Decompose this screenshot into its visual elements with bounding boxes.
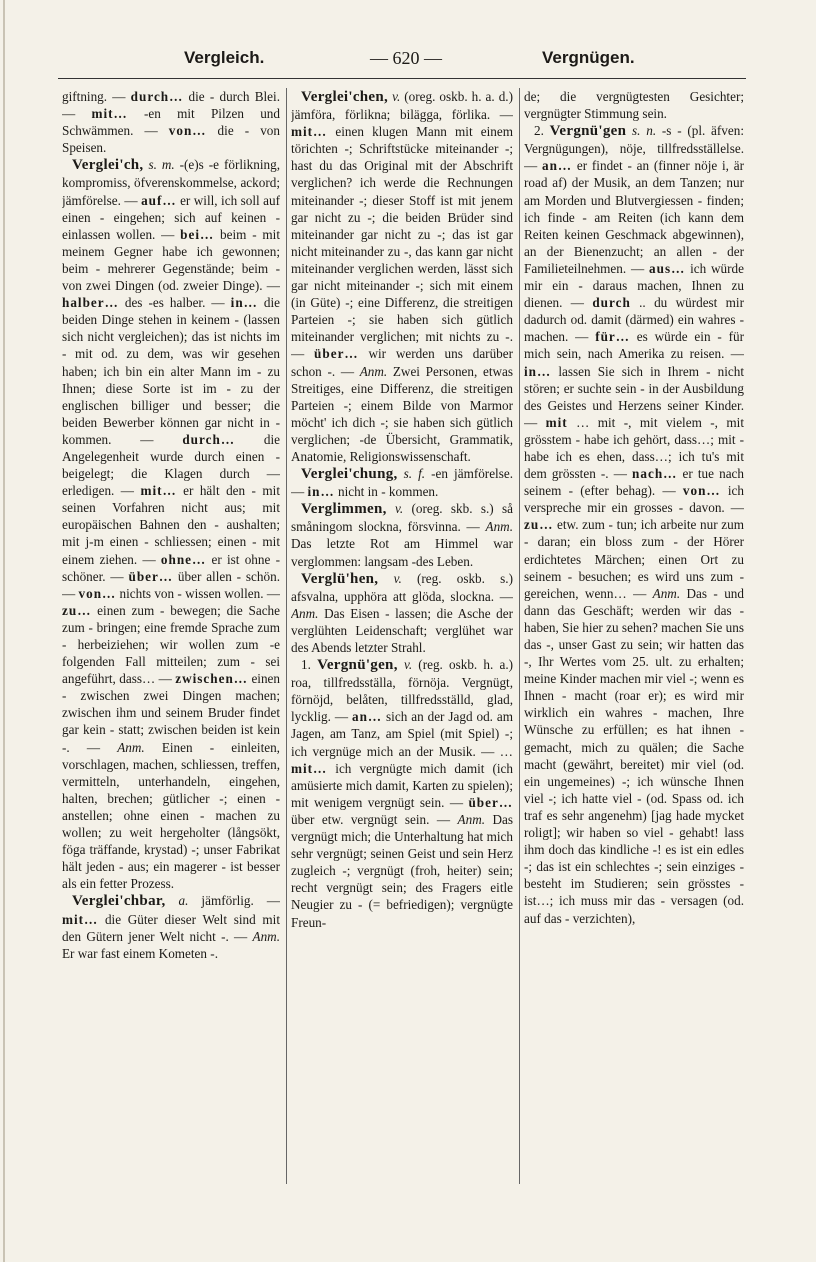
entry-text: Das vergnügt mich; die Unterhaltung hat mich sehr vergnügt; seinen Geist und sein Herz zugleich -; vergnügt (froh, heiter) sein; recht vergnügt sein; des Fragers eitle Neugier zu - (= befriedigen); vergnügte Freun- — [291, 811, 513, 930]
column-2 — [291, 88, 513, 1194]
entry-text: de; die vergnügtesten Gesichter; vergnügter Stimmung sein. — [524, 89, 744, 122]
keyword: in… — [524, 363, 552, 379]
keyword: mit… — [62, 911, 99, 927]
entry-text: -(e)s -e förlikning, kompromiss, öfverenskommelse, ackord; jämförelse. — — [62, 157, 280, 208]
keyword: über… — [314, 346, 359, 362]
headword: Vergnü'gen, — [317, 657, 398, 674]
keyword: mit… — [140, 483, 177, 499]
keyword: in… — [307, 484, 335, 500]
entry-text: (oreg. skb. s.) så småningom slockna, försvinna. — — [291, 501, 513, 535]
headword: Verglimmen, — [301, 501, 387, 518]
entry-text: beim - mit meinem Gegner habe ich gewonnen; beim - mehrerer Gegenstände; beim - von zwei Dingen (od. zweier Dinge). — — [62, 226, 280, 294]
keyword: durch — [592, 295, 631, 311]
entry-text: die Güter dieser Welt sind mit den Gütern jener Welt nicht -. — — [62, 911, 280, 944]
column-divider-2 — [519, 88, 520, 1184]
entry-text: die beiden Dinge stehen in keinem - (lassen sich nicht vergleichen); das ist nichts im - mit od. zu dem, was wir gesehen haben; ich bin ein alter Mann im - zu Ihnen; diese Sorte ist im - zu der englischen billiger und besser; die beiden Bewerber können gar nicht in - kommen. — — [62, 295, 280, 447]
header-rule — [58, 78, 746, 79]
entry-text: wir werden uns darüber schon -. — — [291, 346, 513, 379]
entry-continuation — [62, 88, 280, 156]
page-edge — [3, 0, 5, 1262]
dictionary-entry — [291, 500, 513, 569]
grammar-label: v. — [378, 570, 402, 586]
entry-text: ich vergnügte mich damit (ich amüsierte mich damit, Karten zu spielen); mit wenigem vergnügt sein. — — [291, 760, 513, 810]
keyword: zwischen… — [175, 671, 248, 687]
keyword: zu… — [524, 517, 554, 533]
grammar-label: Anm. — [117, 739, 145, 755]
entry-text: lassen Sie sich in Ihrem - nicht stören; er suchte sein - in der Ausbildung des Geistes und Herzens seiner Kinder. — — [524, 363, 744, 430]
entry-text: .. du würdest mir dadurch od. damit (därmed) ein wahres - machen. — — [524, 295, 744, 345]
entry-text: Zwei Personen, etwas Streitiges, eine Differenz, die streitigen Parteien -; einem Bilde von Marmor möcht' ich dich -; sie haben sich gütlich verglichen; -de Übersicht, Grammatik, Anatomie, Religionswissenschaft. — [291, 363, 513, 464]
grammar-label: s. f. — [397, 466, 426, 482]
keyword: mit — [545, 414, 568, 430]
entry-text: jämförlig. — — [188, 893, 280, 909]
keyword: über… — [128, 568, 174, 584]
headword: Verglei'chbar, — [72, 893, 166, 910]
keyword: von… — [78, 585, 117, 601]
keyword: von… — [168, 123, 207, 139]
grammar-label: Anm. — [457, 811, 486, 827]
grammar-label: Anm. — [252, 928, 280, 944]
entry-text: er ist ohne - schöner. — — [62, 551, 280, 584]
keyword: nach… — [632, 466, 678, 482]
entry-text: er will, ich soll auf einen - eingehen; sich auf keinen - einlassen wollen. — — [62, 192, 280, 242]
grammar-label: Anm. — [359, 363, 388, 379]
keyword: mit… — [91, 106, 128, 122]
headword: Verglei'chung, — [301, 466, 398, 483]
grammar-label: s. m. — [143, 157, 175, 173]
keyword: durch… — [182, 431, 236, 447]
column-3 — [524, 88, 744, 1194]
entry-text: die - von Speisen. — [62, 123, 280, 156]
entry-text: über allen - schön. — — [62, 568, 280, 601]
keyword: ohne… — [160, 551, 207, 567]
header-left-word: Vergleich. — [184, 48, 265, 67]
entry-text: (reg. oskb. s.) afsvalna, upphöra att glöda, slockna. — — [291, 570, 513, 604]
headword: Verglü'hen, — [301, 570, 379, 587]
grammar-label: v. — [388, 89, 401, 104]
entry-text: ich verspreche mir ein grosses - davon. — — [524, 483, 744, 516]
grammar-label: Anm. — [291, 605, 319, 621]
entry-text: (oreg. oskb. h. a. d.) jämföra, förlikna; bilägga, förlika. — — [291, 89, 513, 123]
entry-text: Das - und dann das Geschäft; werden wir das - haben, Sie hier zu sehen? machen Sie uns das -, unser Gast zu sein; wir hatten das -, Ihr Wertes vom 25. ult. zu erhalten; meine Kinder machen mir viel -; wenn es Ihnen - macht (roar er); es wird mir wirklich ein wahres - machen, Ihre Wünsche zu erfüllen; es hat ihnen - gemacht, mich zu quälen; die Sache macht (gewährt, bereitet) mir viel (od. ein ungemeines) -; ich wünsche Ihnen viel -; ich hatte viel - (od. Spass od. ich traf es sehr angenehm) [jag hade mycket roligt]; wir haben so viel - gehabt! lass ihm doch das kindliche -! es ist ein edles -; das ist ein schlechtes -; sein einziges - besteht im Studieren; sein grösstes - ist…; ich muss mir das - versagen (od. auf das - verzichten), — [524, 585, 744, 926]
entry-text: giftning. — — [62, 89, 131, 104]
dictionary-entry — [524, 122, 744, 926]
dictionary-entry — [291, 465, 513, 500]
grammar-label: Anm. — [652, 585, 681, 601]
keyword: für… — [595, 329, 630, 345]
entry-continuation — [524, 88, 744, 122]
keyword: durch… — [130, 89, 184, 104]
entry-text: des -es halber. — — [118, 295, 231, 311]
entry-text: die Angelegenheit wurde durch einen - beigelegt; die Klagen durch — erledigen. — — [62, 431, 280, 499]
entry-text: -s - (pl. äfven: Vergnügungen), nöje, tillfredsställelse. — — [524, 123, 744, 174]
entry-text: (reg. oskb. h. a.) roa, tillfredsställa, förnöja. Vergnügt, förnöjd, belåten, tillfredsställd, glad, lycklig. — — [291, 657, 513, 725]
headword: Verglei'ch, — [72, 157, 144, 174]
entry-text: einen zum - bewegen; die Sache zum - bringen; eine fremde Sprache zum - herbeiziehen; wir wollen zum -e folgenden Fall mitteilen; zum - sei angeführt, dass… — — [62, 602, 280, 687]
entry-text: die - durch Blei. — — [62, 89, 280, 122]
entry-text: nichts von - wissen wollen. — — [116, 585, 280, 601]
grammar-label: s. n. — [626, 123, 657, 139]
grammar-label: Anm. — [485, 519, 513, 535]
entry-text: sich an der Jagd od. am Jagen, am Tanz, am Spiel (mit Spiel) -; ich vergnüge mich an der Musik. — … — [291, 709, 513, 759]
keyword: bei… — [180, 226, 215, 242]
entry-text: es würde ein - für mich sein, nach Amerika zu reisen. — — [524, 329, 744, 362]
keyword: mit… — [291, 124, 328, 140]
running-header — [60, 48, 744, 74]
entry-text: Das Eisen - lassen; die Asche der verglühten Leidenschaft; verglühet war des Abends letzter Strahl. — [291, 605, 513, 655]
entry-text: er hält den - mit seinen Vorfahren nicht aus; mit europäischen Bahnen den - aushalten; mit j-m einen - schliessen; einen - mit einem ziehen. — — [62, 483, 280, 567]
keyword: mit… — [291, 760, 328, 776]
entry-text: etw. zum - tun; ich arbeite nur zum - daran; ein bloss zum - der Hörer erdichtetes Märchen; einen Ort zu seinem - besuchen; es wird uns zum - gereichen, wenn… — — [524, 517, 744, 601]
entry-text: Er war fast einem Kometen -. — [62, 945, 218, 961]
keyword: über… — [468, 794, 513, 810]
keyword: an… — [351, 709, 383, 725]
entry-text: … mit -, mit vielem -, mit grösstem - habe ich gehört, dass…; mit - habe ich es ehen, dass…; ich tu's mit dem grössten -. — — [524, 414, 744, 482]
column-divider-1 — [286, 88, 287, 1184]
headword: Vergnü'gen — [549, 123, 627, 140]
header-right-word: Vergnügen. — [542, 48, 635, 67]
entry-text: 1. — [301, 657, 318, 673]
entry-text: Das letzte Rot am Himmel war verglommen: langsam -des Leben. — [291, 536, 513, 569]
keyword: auf… — [141, 192, 177, 208]
grammar-label: v. — [386, 501, 404, 517]
entry-text: einen klugen Mann mit einem törichten -; Schriftstücke miteinander -; hast du das Original mit der Abschrift verglichen? ich werde die Rechnungen miteinander -; dieser Stoff ist mit jenem gar nicht zu -; die beiden Brüder sind miteinander gar nicht zu -; das ist gar nicht miteinander zu -, das kann gar nicht miteinander verglichen werden, lässt sich gar nicht miteinander -; sich mit einem (in Güte) -; eine Differenz, die streitigen Parteien -; sie haben sich gütlich miteinander verglichen; mit nichts zu -. — — [291, 124, 513, 362]
keyword: zu… — [62, 602, 92, 618]
keyword: von… — [682, 483, 721, 499]
entry-text: nicht in - kommen. — [334, 484, 439, 500]
dictionary-entry — [62, 892, 280, 961]
entry-text: einen - zwischen zwei Dingen machen; zwischen ihm und seinem Bruder findet gar kein - statt; zwischen beiden ist kein -. — — [62, 671, 280, 755]
entry-text: -en mit Pilzen und Schwämmen. — — [62, 106, 280, 139]
headword: Verglei'chen, — [301, 89, 389, 105]
grammar-label: v. — [397, 657, 413, 673]
entry-text: Einen - einleiten, vorschlagen, machen, schliessen, treffen, vermitteln, unterhandeln, eingehen, halten, brechen; gütlicher -; einen - anstellen; ohne einen - machen zu wollen; zu weit hergeholter (långsökt, föga träffande, krystad) -; unser Fabrikat hält jeden - aus; ein magerer - ist besser als ein fetter Prozess. — [62, 739, 280, 892]
dictionary-entry — [291, 656, 513, 931]
grammar-label: a. — [165, 893, 189, 909]
entry-text: -en jämförelse. — — [291, 466, 513, 500]
keyword: an… — [541, 158, 573, 174]
dictionary-entry — [291, 570, 513, 656]
keyword: in… — [230, 295, 258, 311]
entry-text: ich würde mir ein - daraus machen, Ihnen zu dienen. — — [524, 260, 744, 311]
dictionary-entry — [291, 88, 513, 465]
entry-text: über etw. vergnügt sein. — — [291, 811, 458, 827]
keyword: aus… — [649, 260, 686, 276]
entry-text: er findet - an (finner nöje i, är road af) der Musik, an dem Tanzen; nur am Morden und Blutvergiessen - finden; ich finde - am Reiten (ich kann dem Reiten keinen Geschmack abgewinnen), an der Bienenzucht; an allen - der Familieteilnehmen. — — [524, 158, 744, 276]
dictionary-entry — [62, 156, 280, 892]
column-1 — [62, 88, 280, 1194]
entry-text: 2. — [534, 123, 550, 139]
entry-text: er tue nach seinem - (efter behag). — — [524, 466, 744, 499]
keyword: halber… — [62, 295, 119, 311]
page-number: — 620 — — [370, 48, 442, 68]
